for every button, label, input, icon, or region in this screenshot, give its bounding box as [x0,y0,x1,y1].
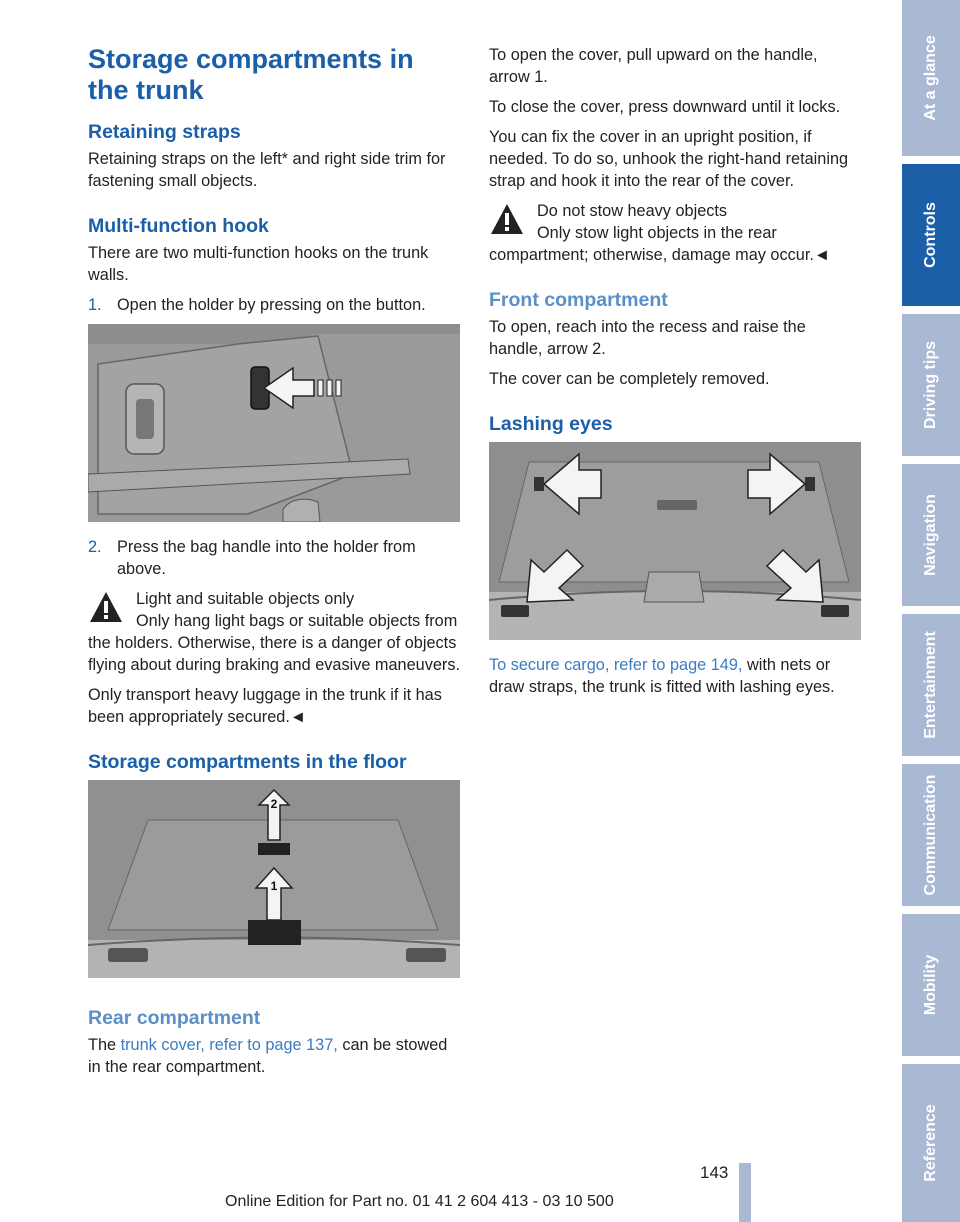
tab-at-a-glance[interactable] [902,0,960,156]
front-compartment-heading: Front compartment [489,289,668,311]
tab-label: Communication [922,774,939,896]
text-span: The [88,1036,121,1054]
warning-icon [88,590,124,624]
page-number: 143 [700,1163,729,1182]
step-1 [88,294,460,316]
multi-function-hook-heading: Multi-function hook [88,215,269,237]
text-span: with nets or draw straps, the trunk is fitted with lashing eyes. [489,656,835,696]
warning-light-objects [88,588,460,676]
step-number: 2. [88,538,102,556]
close-cover-text: To close the cover, press downward until it locks. [489,98,841,116]
tab-label: Driving tips [922,340,939,430]
warning-text: Only stow light objects in the rear compartment; otherwise, damage may occur.◄ [489,224,830,264]
footer-edition: Online Edition for Part no. 01 41 2 604 413 - 03 10 500 [225,1193,614,1210]
page-title: Storage compartments in the trunk [88,44,414,105]
multi-function-hook-text: There are two multi-function hooks on the trunk walls. [88,244,429,284]
tab-label: Entertainment [922,631,939,739]
tab-label: Reference [922,1104,939,1182]
warning-heavy-objects [489,200,861,266]
front-compartment-text: To open, reach into the recess and raise the handle, arrow 2. [489,318,806,358]
retaining-straps-text: Retaining straps on the left* and right side trim for fastening small objects. [88,150,446,190]
chapter-tabs [902,0,960,1222]
warning-title: Do not stow heavy objects [537,202,728,220]
front-cover-removable-text: The cover can be completely removed. [489,370,770,388]
secure-cargo-link[interactable]: To secure cargo, refer to page 149, [489,656,743,674]
tab-label: Controls [922,202,939,268]
lashing-eyes-heading: Lashing eyes [489,413,613,435]
floor-storage-heading: Storage compartments in the floor [88,751,407,773]
step-text: Open the holder by pressing on the button. [117,296,426,314]
tab-controls[interactable] [902,164,960,306]
lashing-eyes-illustration [489,442,861,640]
tab-reference[interactable] [902,1064,960,1222]
tab-communication[interactable] [902,764,960,906]
arrow-2-label: 2 [270,797,278,811]
tab-label: At a glance [922,35,939,121]
lashing-eyes-text [489,654,861,698]
step-number: 1. [88,296,102,314]
heavy-luggage-text: Only transport heavy luggage in the trunk if it has been appropriately secured.◄ [88,686,442,726]
rear-compartment-text [88,1034,460,1078]
left-column [88,44,460,1086]
page-marker-bar [739,1163,751,1222]
warning-text: Only hang light bags or suitable objects from the holders. Otherwise, there is a danger of objects flying about during braking and evasive maneuvers. [88,612,460,674]
tab-label: Mobility [922,954,939,1016]
trunk-cover-link[interactable]: trunk cover, refer to page 137, [120,1036,338,1054]
warning-title: Light and suitable objects only [136,590,355,608]
floor-compartments-illustration [88,780,460,978]
step-2 [88,536,460,580]
retaining-straps-heading: Retaining straps [88,121,241,143]
step-text: Press the bag handle into the holder from above. [117,538,416,578]
tab-mobility[interactable] [902,914,960,1056]
tab-driving-tips[interactable] [902,314,960,456]
tab-navigation[interactable] [902,464,960,606]
tab-entertainment[interactable] [902,614,960,756]
text-span: can be stowed in the rear compartment. [88,1036,448,1076]
arrow-1-label: 1 [270,879,278,893]
hook-illustration [88,324,460,522]
rear-compartment-heading: Rear compartment [88,1007,261,1029]
warning-icon [489,202,525,236]
tab-label: Navigation [922,494,939,576]
upright-cover-text: You can fix the cover in an upright position, if needed. To do so, unhook the right-hand retaining strap and hook it into the rear of the cover. [489,128,849,190]
open-cover-text: To open the cover, pull upward on the handle, arrow 1. [489,46,818,86]
right-column [489,44,861,706]
